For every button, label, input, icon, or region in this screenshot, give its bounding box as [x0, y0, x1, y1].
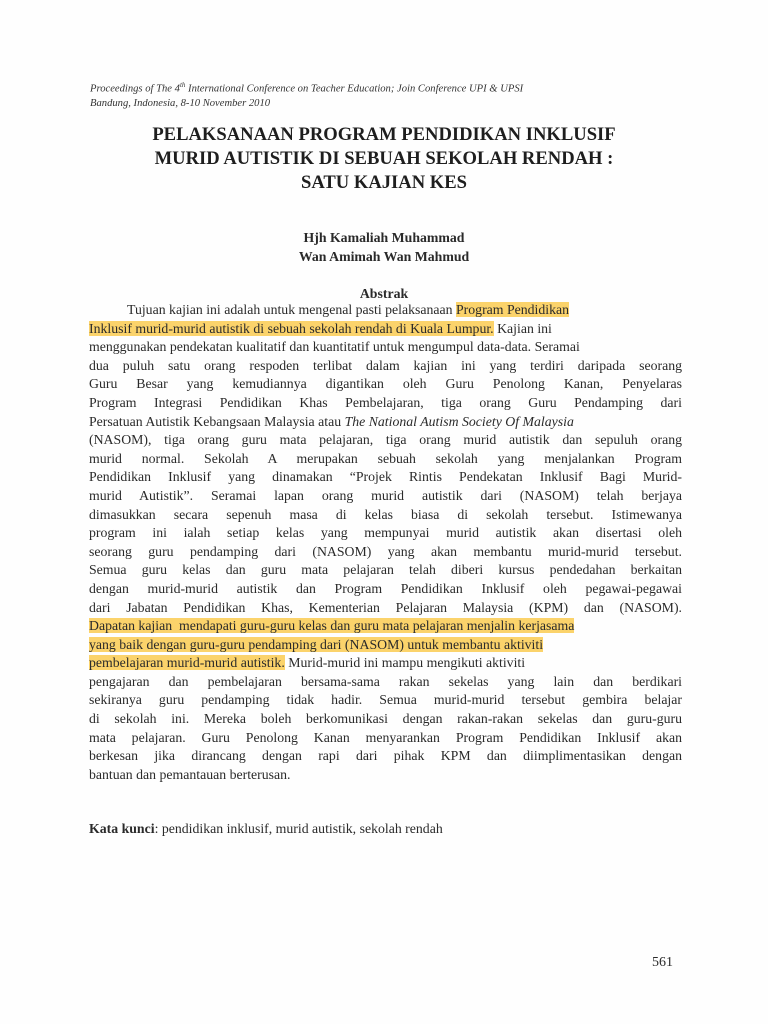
abstract-line: dimasukkan secara sepenuh masa di kelas biasa di sekolah tersebut. Istimewanya — [89, 506, 682, 522]
abstract-line: pengajaran dan pembelajaran bersama-sama rakan sekelas yang lain dan berdikari — [89, 673, 682, 689]
abstract-line: Semua guru kelas dan guru mata pelajaran telah diberi kursus pendedahan berkaitan — [89, 562, 682, 578]
abstract-line: dua puluh satu orang respoden terlibat dalam kajian ini yang terdiri daripada seorang — [89, 357, 682, 373]
abstract-line: menggunakan pendekatan kualitatif dan kuantitatif untuk mengumpul data-data. Seramai — [89, 339, 580, 355]
abstract-heading: Abstrak — [359, 286, 409, 301]
highlighted-text: pembelajaran murid-murid autistik. — [89, 655, 285, 671]
abstract-line: sekiranya guru pendamping tidak hadir. Semua murid-murid tersebut gembira belajar — [89, 692, 682, 708]
abstract-line: murid normal. Sekolah A merupakan sebuah sekolah yang menjalankan Program — [89, 450, 682, 466]
title-line-2: MURID AUTISTIK DI SEBUAH SEKOLAH RENDAH : — [154, 148, 614, 169]
abstract-line: murid Autistik”. Seramai lapan orang murid autistik dari (NASOM) telah berjaya — [89, 487, 682, 503]
proceedings-header — [90, 78, 690, 111]
header-line-1-start: Proceedings of The 4 — [90, 83, 180, 95]
abstract-line: berkesan jika dirancang dengan rapi dari pihak KPM dan diimplimentasikan dengan — [89, 748, 682, 764]
highlighted-text: yang baik dengan guru-guru pendamping dari (NASOM) untuk membantu aktiviti — [89, 636, 544, 652]
author-1: Hjh Kamaliah Muhammad — [303, 230, 465, 245]
header-line-1-end: International Conference on Teacher Education; Join Conference UPI & UPSI — [185, 83, 524, 95]
abstract-line: program ini ialah setiap kelas yang mempunyai murid autistik akan disertasi oleh — [89, 525, 682, 541]
authors — [80, 228, 688, 266]
abstract-line: Pendidikan Inklusif yang dinamakan “Projek Rintis Pendekatan Inklusif Bagi Murid- — [89, 469, 682, 485]
abstract-line: dari Jabatan Pendidikan Khas, Kementerian Pelajaran Malaysia (KPM) dan (NASOM). — [89, 599, 682, 615]
abstract-line: dengan murid-murid autistik dan Program Pendidikan Inklusif oleh pegawai-pegawai — [89, 580, 682, 596]
abstract-line: Tujuan kajian ini adalah untuk mengenal pasti pelaksanaan Program Pendidikan — [127, 302, 570, 317]
header-line-2: Bandung, Indonesia, 8-10 November 2010 — [90, 97, 271, 109]
abstract-line: Guru Besar yang kemudiannya digantikan oleh Guru Penolong Kanan, Penyelaras — [89, 376, 682, 392]
header-superscript: th — [179, 81, 186, 89]
abstract-line: seorang guru pendamping dari (NASOM) yang akan membantu murid-murid tersebut. — [89, 543, 682, 559]
abstract-line: Persatuan Autistik Kebangsaan Malaysia atau The National Autism Society Of Malaysia — [89, 413, 574, 429]
paper-title — [80, 123, 688, 195]
keywords-label: Kata kunci — [89, 821, 155, 836]
abstract-body — [89, 301, 682, 784]
abstract-line: Inklusif murid-murid autistik di sebuah sekolah rendah di Kuala Lumpur. Kajian ini — [89, 320, 552, 336]
abstract-line: di sekolah ini. Mereka boleh berkomunikasi dengan rakan-rakan sekelas dan guru-guru — [89, 711, 682, 727]
abstract-line: pembelajaran murid-murid autistik. Murid-murid ini mampu mengikuti aktiviti — [89, 655, 526, 671]
page-number: 561 — [652, 955, 673, 970]
highlighted-text: Dapatan kajian mendapati guru-guru kelas dan guru mata pelajaran menjalin kerjasama — [89, 618, 575, 634]
abstract-line: mata pelajaran. Guru Penolong Kanan menyarankan Program Pendidikan Inklusif akan — [89, 729, 682, 745]
keywords — [89, 820, 682, 838]
highlighted-text: Inklusif murid-murid autistik di sebuah sekolah rendah di Kuala Lumpur. — [89, 320, 494, 336]
title-line-3: SATU KAJIAN KES — [301, 172, 467, 193]
header-line-1 — [90, 78, 690, 97]
abstract-line: Program Integrasi Pendidikan Khas Pembelajaran, tiga orang Guru Pendamping dari — [89, 394, 682, 410]
abstract-line — [89, 617, 682, 636]
title-line-1: PELAKSANAAN PROGRAM PENDIDIKAN INKLUSIF — [152, 124, 616, 145]
abstract-line: (NASOM), tiga orang guru mata pelajaran, tiga orang murid autistik dan sepuluh orang — [89, 432, 682, 448]
abstract-line: bantuan dan pemantauan berterusan. — [89, 766, 291, 782]
keywords-text: : pendidikan inklusif, murid autistik, sekolah rendah — [154, 821, 443, 836]
author-2: Wan Amimah Wan Mahmud — [298, 249, 470, 264]
highlighted-text: Program Pendidikan — [456, 302, 570, 317]
abstract-line — [89, 636, 682, 655]
italic-text: The National Autism Society Of Malaysia — [344, 413, 574, 429]
